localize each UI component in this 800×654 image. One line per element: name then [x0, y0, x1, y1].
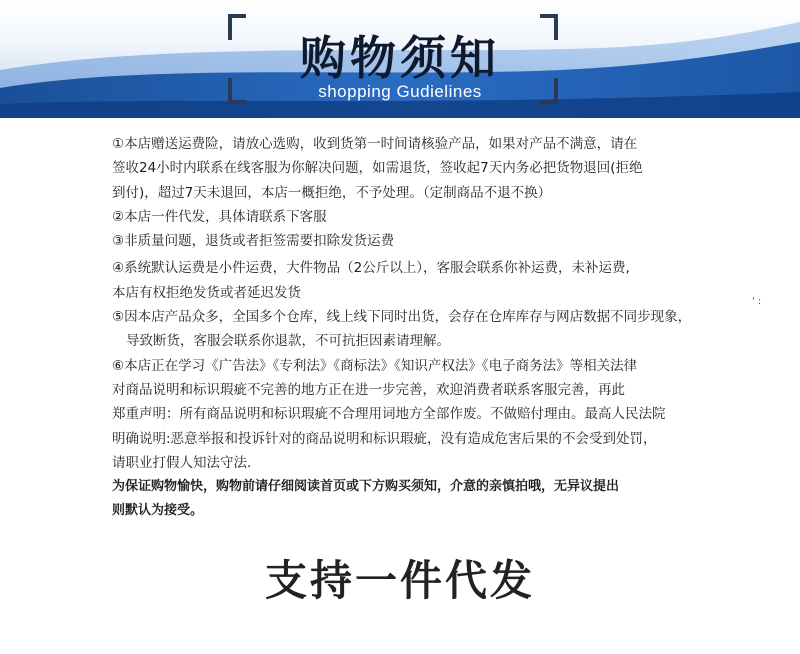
notice-line: 本店有权拒绝发货或者延迟发货: [112, 284, 301, 301]
notice-line: 对商品说明和标识瑕疵不完善的地方正在进一步完善，欢迎消费者联系客服完善，再此: [112, 381, 625, 398]
side-ticks: ' :: [752, 296, 762, 307]
notice-line: 签收24小时内联系在线客服为你解决问题，如需退货，签收起7天内务必把货物退回(拒绝: [112, 160, 643, 177]
notice-line: ⑤因本店产品众多，全国多个仓库，线上线下同时出货，会存在仓库库存与网店数据不同步现象，: [112, 309, 692, 326]
page-subtitle: shopping Gudielines: [318, 82, 482, 101]
notice-line: ②本店一件代发，具体请联系下客服: [112, 208, 327, 225]
notice-line: 明确说明:恶意举报和投诉针对的商品说明和标识瑕疵，没有造成危害后果的不会受到处罚，: [112, 430, 657, 447]
footer-title: 支持一件代发: [264, 556, 535, 605]
notice-line: 到付)，超过7天未退回，本店一概拒绝，不予处理。（定制商品不退不换）: [112, 184, 552, 201]
notice-line: ⑥本店正在学习《广告法》《专利法》《商标法》《知识产权法》《电子商务法》等相关法律: [112, 357, 638, 374]
page-title: 购物须知: [300, 31, 500, 85]
header-banner: [0, 0, 800, 118]
notice-line: ④系统默认运费是小件运费，大件物品（2公斤以上），客服会联系你补运费，未补运费,: [112, 260, 630, 277]
notice-line: 请职业打假人知法守法.: [112, 454, 252, 471]
notice-line: ①本店赠送运费险，请放心选购，收到货第一时间请核验产品，如果对产品不满意，请在: [112, 136, 638, 152]
notice-line: 导致断货，客服会联系你退款，不可抗拒因素请理解。: [126, 333, 450, 350]
notice-line: 郑重声明：所有商品说明和标识瑕疵不合理用词地方全部作废。不做赔付理由。最高人民法院: [112, 406, 666, 423]
notice-emphasis-line: 则默认为接受。: [112, 503, 204, 519]
notice-emphasis-line: 为保证购物愉快，购物前请仔细阅读首页或下方购买须知，介意的亲慎拍哦，无异议提出: [112, 479, 620, 495]
notice-text-block: [112, 132, 752, 524]
notice-line: ③非质量问题，退货或者拒签需要扣除发货运费: [112, 233, 395, 250]
